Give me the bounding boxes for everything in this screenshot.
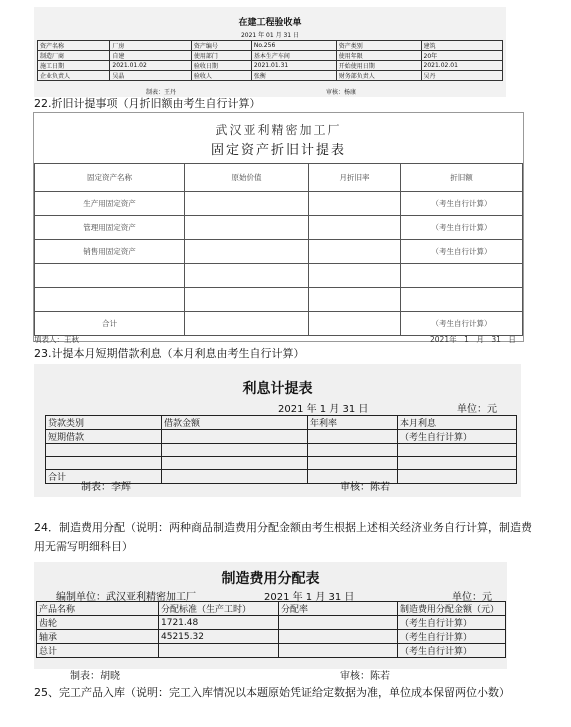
table-row (37, 630, 506, 644)
table-cell: 生产用固定资产 (35, 192, 185, 216)
item-24-heading: 24．制造费用分配（说明：两种商品制造费用分配金额由考生根据上述相关经济业务自行计算，制造费用无需写明细科目） (34, 521, 532, 553)
table-cell: （考生自行计算） (401, 216, 523, 240)
table-cell: 使用年限 (336, 51, 421, 61)
table-row (35, 264, 523, 288)
table-cell: 短期借款 (46, 430, 162, 444)
table-cell (162, 457, 308, 470)
table-cell (185, 264, 309, 288)
table-cell (309, 264, 401, 288)
interest-maker: 制表：李辉 (81, 482, 131, 493)
table-cell (162, 430, 308, 444)
table-cell: 管理用固定资产 (35, 216, 185, 240)
table-cell (309, 216, 401, 240)
table-cell: 基本生产车间 (251, 51, 336, 61)
acceptance-date: 2021 年 01 月 31 日 (240, 32, 300, 39)
table-cell (308, 430, 398, 444)
column-header: 年利率 (308, 416, 398, 430)
table-cell: 吴晶 (110, 71, 191, 81)
table-cell: 20年 (421, 51, 502, 61)
table-cell (162, 470, 308, 484)
column-header: 折旧额 (401, 164, 523, 192)
table-cell: 建筑 (421, 41, 502, 51)
table-cell (185, 288, 309, 312)
table-cell: 验收人 (191, 71, 251, 81)
table-row (35, 240, 523, 264)
table-cell: 资产编号 (191, 41, 251, 51)
table-header-row (46, 416, 517, 430)
acceptance-maker: 制表：王丹 (146, 89, 177, 96)
table-cell (162, 444, 308, 457)
acceptance-table (37, 40, 503, 81)
table-cell: 财务部负责人 (336, 71, 421, 81)
table-cell: 45215.32 (159, 630, 279, 644)
table-cell: 2021.01.02 (110, 61, 191, 71)
table-cell: 1721.48 (159, 616, 279, 630)
column-header: 产品名称 (37, 602, 159, 616)
table-cell (398, 470, 517, 484)
table-cell: No.256 (251, 41, 336, 51)
table-cell: 轴承 (37, 630, 159, 644)
table-cell: 验收日期 (191, 61, 251, 71)
table-row (38, 51, 503, 61)
depreciation-form (33, 112, 524, 342)
table-row (35, 288, 523, 312)
table-cell (46, 457, 162, 470)
overhead-unit-name: 编制单位：武汉亚利精密加工厂 (56, 592, 196, 603)
overhead-date: 2021 年 1 月 31 日 (264, 592, 355, 603)
overhead-form (34, 562, 507, 682)
table-cell (185, 216, 309, 240)
overhead-unit: 单位：元 (452, 592, 492, 603)
item-22-heading: 22.折旧计提事项（月折旧额由考生自行计算） (34, 97, 261, 110)
table-cell (309, 288, 401, 312)
table-cell (309, 312, 401, 336)
table-row (35, 312, 523, 336)
table-cell: （考生自行计算） (398, 430, 517, 444)
overhead-title: 制造费用分配表 (221, 571, 320, 587)
table-cell (35, 288, 185, 312)
table-cell: 施工日期 (38, 61, 110, 71)
table-cell: 合计 (46, 470, 162, 484)
table-row (37, 644, 506, 658)
table-row (35, 216, 523, 240)
table-cell (308, 444, 398, 457)
item-25-heading: 25、完工产品入库（说明：完工入库情况以本题原始凭证给定数据为准，单位成本保留两位小数） (34, 686, 510, 699)
table-cell: 张衡 (251, 71, 336, 81)
column-header: 分配标准（生产工时） (159, 602, 279, 616)
table-cell: 2021.01.31 (251, 61, 336, 71)
table-cell: 开始使用日期 (336, 61, 421, 71)
table-cell (185, 312, 309, 336)
column-header: 月折旧率 (309, 164, 401, 192)
overhead-auditor: 审核：陈若 (340, 671, 390, 682)
acceptance-form (34, 7, 506, 97)
overhead-table (36, 601, 506, 658)
interest-title: 利息计提表 (242, 381, 313, 397)
table-header-row (37, 602, 506, 616)
table-cell (279, 630, 398, 644)
table-cell (308, 457, 398, 470)
table-cell (279, 644, 398, 658)
column-header: 贷款类别 (46, 416, 162, 430)
column-header: 固定资产名称 (35, 164, 185, 192)
table-cell: 吴丹 (421, 71, 502, 81)
table-cell (185, 192, 309, 216)
table-cell (46, 444, 162, 457)
table-cell: （考生自行计算） (401, 192, 523, 216)
table-cell: 销售用固定资产 (35, 240, 185, 264)
table-cell (309, 240, 401, 264)
column-header: 本月利息 (398, 416, 517, 430)
table-cell: 总计 (37, 644, 159, 658)
table-cell: （考生自行计算） (398, 616, 506, 630)
table-cell (398, 444, 517, 457)
table-row (46, 444, 517, 457)
acceptance-title: 在建工程验收单 (238, 18, 302, 28)
table-cell (279, 616, 398, 630)
table-cell (159, 644, 279, 658)
table-row (46, 457, 517, 470)
column-header: 分配率 (279, 602, 398, 616)
depreciation-company: 武汉亚利精密加工厂 (215, 123, 342, 137)
interest-form (34, 364, 521, 497)
table-row (38, 61, 503, 71)
table-cell: （考生自行计算） (398, 644, 506, 658)
table-cell (398, 457, 517, 470)
table-cell: 企业负责人 (38, 71, 110, 81)
table-row (46, 430, 517, 444)
column-header: 原始价值 (185, 164, 309, 192)
table-cell (309, 192, 401, 216)
interest-auditor: 审核：陈若 (340, 482, 390, 493)
table-cell (401, 264, 523, 288)
table-cell: （考生自行计算） (401, 312, 523, 336)
table-cell: （考生自行计算） (398, 630, 506, 644)
depreciation-filler: 填表人：王秋 (34, 335, 79, 344)
table-cell: 资产类别 (336, 41, 421, 51)
table-cell (35, 264, 185, 288)
table-cell: 合计 (35, 312, 185, 336)
table-row (38, 41, 503, 51)
item-23-heading: 23.计提本月短期借款利息（本月利息由考生自行计算） (34, 347, 305, 360)
column-header: 借款金额 (162, 416, 308, 430)
interest-date: 2021 年 1 月 31 日 (278, 404, 369, 415)
interest-unit: 单位：元 (457, 404, 497, 415)
depreciation-table (34, 163, 523, 336)
table-row (38, 71, 503, 81)
table-row (37, 616, 506, 630)
table-cell: 制造厂商 (38, 51, 110, 61)
table-cell: 厂房 (110, 41, 191, 51)
acceptance-auditor: 审核：杨康 (326, 89, 357, 96)
table-cell: （考生自行计算） (401, 240, 523, 264)
overhead-maker: 制表：胡晓 (70, 671, 120, 682)
table-row (35, 192, 523, 216)
depreciation-date: 2021年 1 月 31 日 (430, 335, 516, 344)
interest-table (45, 415, 517, 484)
table-cell: 资产名称 (38, 41, 110, 51)
table-cell: 使用部门 (191, 51, 251, 61)
table-cell: 自建 (110, 51, 191, 61)
table-cell (401, 288, 523, 312)
table-cell: 齿轮 (37, 616, 159, 630)
table-cell (185, 240, 309, 264)
table-header-row (35, 164, 523, 192)
column-header: 制造费用分配金额（元） (398, 602, 506, 616)
table-cell: 2021.02.01 (421, 61, 502, 71)
depreciation-title: 固定资产折旧计提表 (210, 143, 346, 158)
